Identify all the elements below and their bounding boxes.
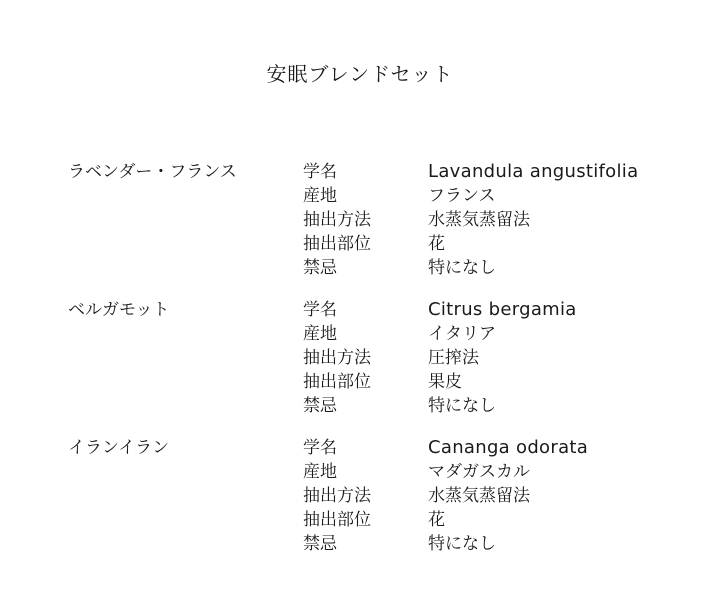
property-label: 産地 bbox=[303, 324, 337, 344]
property-row-origin bbox=[303, 322, 577, 346]
property-value: 特になし bbox=[428, 396, 496, 416]
property-label: 禁忌 bbox=[303, 534, 337, 554]
property-row-extraction-method bbox=[303, 208, 638, 232]
property-value: 水蒸気蒸留法 bbox=[428, 486, 530, 506]
oil-properties bbox=[303, 436, 588, 556]
oil-name: ベルガモット bbox=[68, 300, 170, 320]
property-row-extraction-part bbox=[303, 370, 577, 394]
property-row-contraindications bbox=[303, 394, 577, 418]
property-row-extraction-part bbox=[303, 232, 638, 256]
property-row-origin bbox=[303, 184, 638, 208]
property-value: 花 bbox=[428, 234, 445, 254]
property-value: マダガスカル bbox=[428, 462, 530, 482]
property-value: 水蒸気蒸留法 bbox=[428, 210, 530, 230]
oil-entry bbox=[68, 160, 688, 278]
property-label: 禁忌 bbox=[303, 396, 337, 416]
property-label: 抽出方法 bbox=[303, 210, 371, 230]
oil-name: ラベンダー・フランス bbox=[68, 162, 237, 182]
property-label: 学名 bbox=[303, 300, 337, 320]
property-value: 特になし bbox=[428, 258, 496, 278]
property-row-contraindications bbox=[303, 256, 638, 280]
property-value: 圧搾法 bbox=[428, 348, 479, 368]
oil-properties bbox=[303, 160, 638, 280]
oil-list bbox=[68, 160, 688, 574]
oil-name: イランイラン bbox=[68, 438, 170, 458]
property-value: イタリア bbox=[428, 324, 496, 344]
property-label: 抽出部位 bbox=[303, 234, 371, 254]
property-label: 抽出部位 bbox=[303, 372, 371, 392]
property-label: 抽出方法 bbox=[303, 486, 371, 506]
property-value: Lavandula angustifolia bbox=[428, 161, 639, 182]
property-label: 産地 bbox=[303, 462, 337, 482]
property-label: 抽出部位 bbox=[303, 510, 371, 530]
property-row-scientific-name bbox=[303, 436, 588, 460]
property-value: フランス bbox=[428, 186, 496, 206]
property-row-contraindications bbox=[303, 532, 588, 556]
property-row-extraction-method bbox=[303, 484, 588, 508]
oil-properties bbox=[303, 298, 577, 418]
property-row-scientific-name bbox=[303, 298, 577, 322]
property-value: 特になし bbox=[428, 534, 496, 554]
oil-entry bbox=[68, 298, 688, 416]
property-label: 学名 bbox=[303, 438, 337, 458]
property-row-scientific-name bbox=[303, 160, 638, 184]
property-label: 産地 bbox=[303, 186, 337, 206]
property-value: Citrus bergamia bbox=[428, 299, 577, 320]
property-label: 抽出方法 bbox=[303, 348, 371, 368]
page-title: 安眠ブレンドセット bbox=[266, 62, 454, 86]
property-row-extraction-method bbox=[303, 346, 577, 370]
property-label: 禁忌 bbox=[303, 258, 337, 278]
property-value: 果皮 bbox=[428, 372, 462, 392]
property-row-extraction-part bbox=[303, 508, 588, 532]
oil-entry bbox=[68, 436, 688, 554]
property-value: 花 bbox=[428, 510, 445, 530]
property-label: 学名 bbox=[303, 162, 337, 182]
property-row-origin bbox=[303, 460, 588, 484]
property-value: Cananga odorata bbox=[428, 437, 589, 458]
